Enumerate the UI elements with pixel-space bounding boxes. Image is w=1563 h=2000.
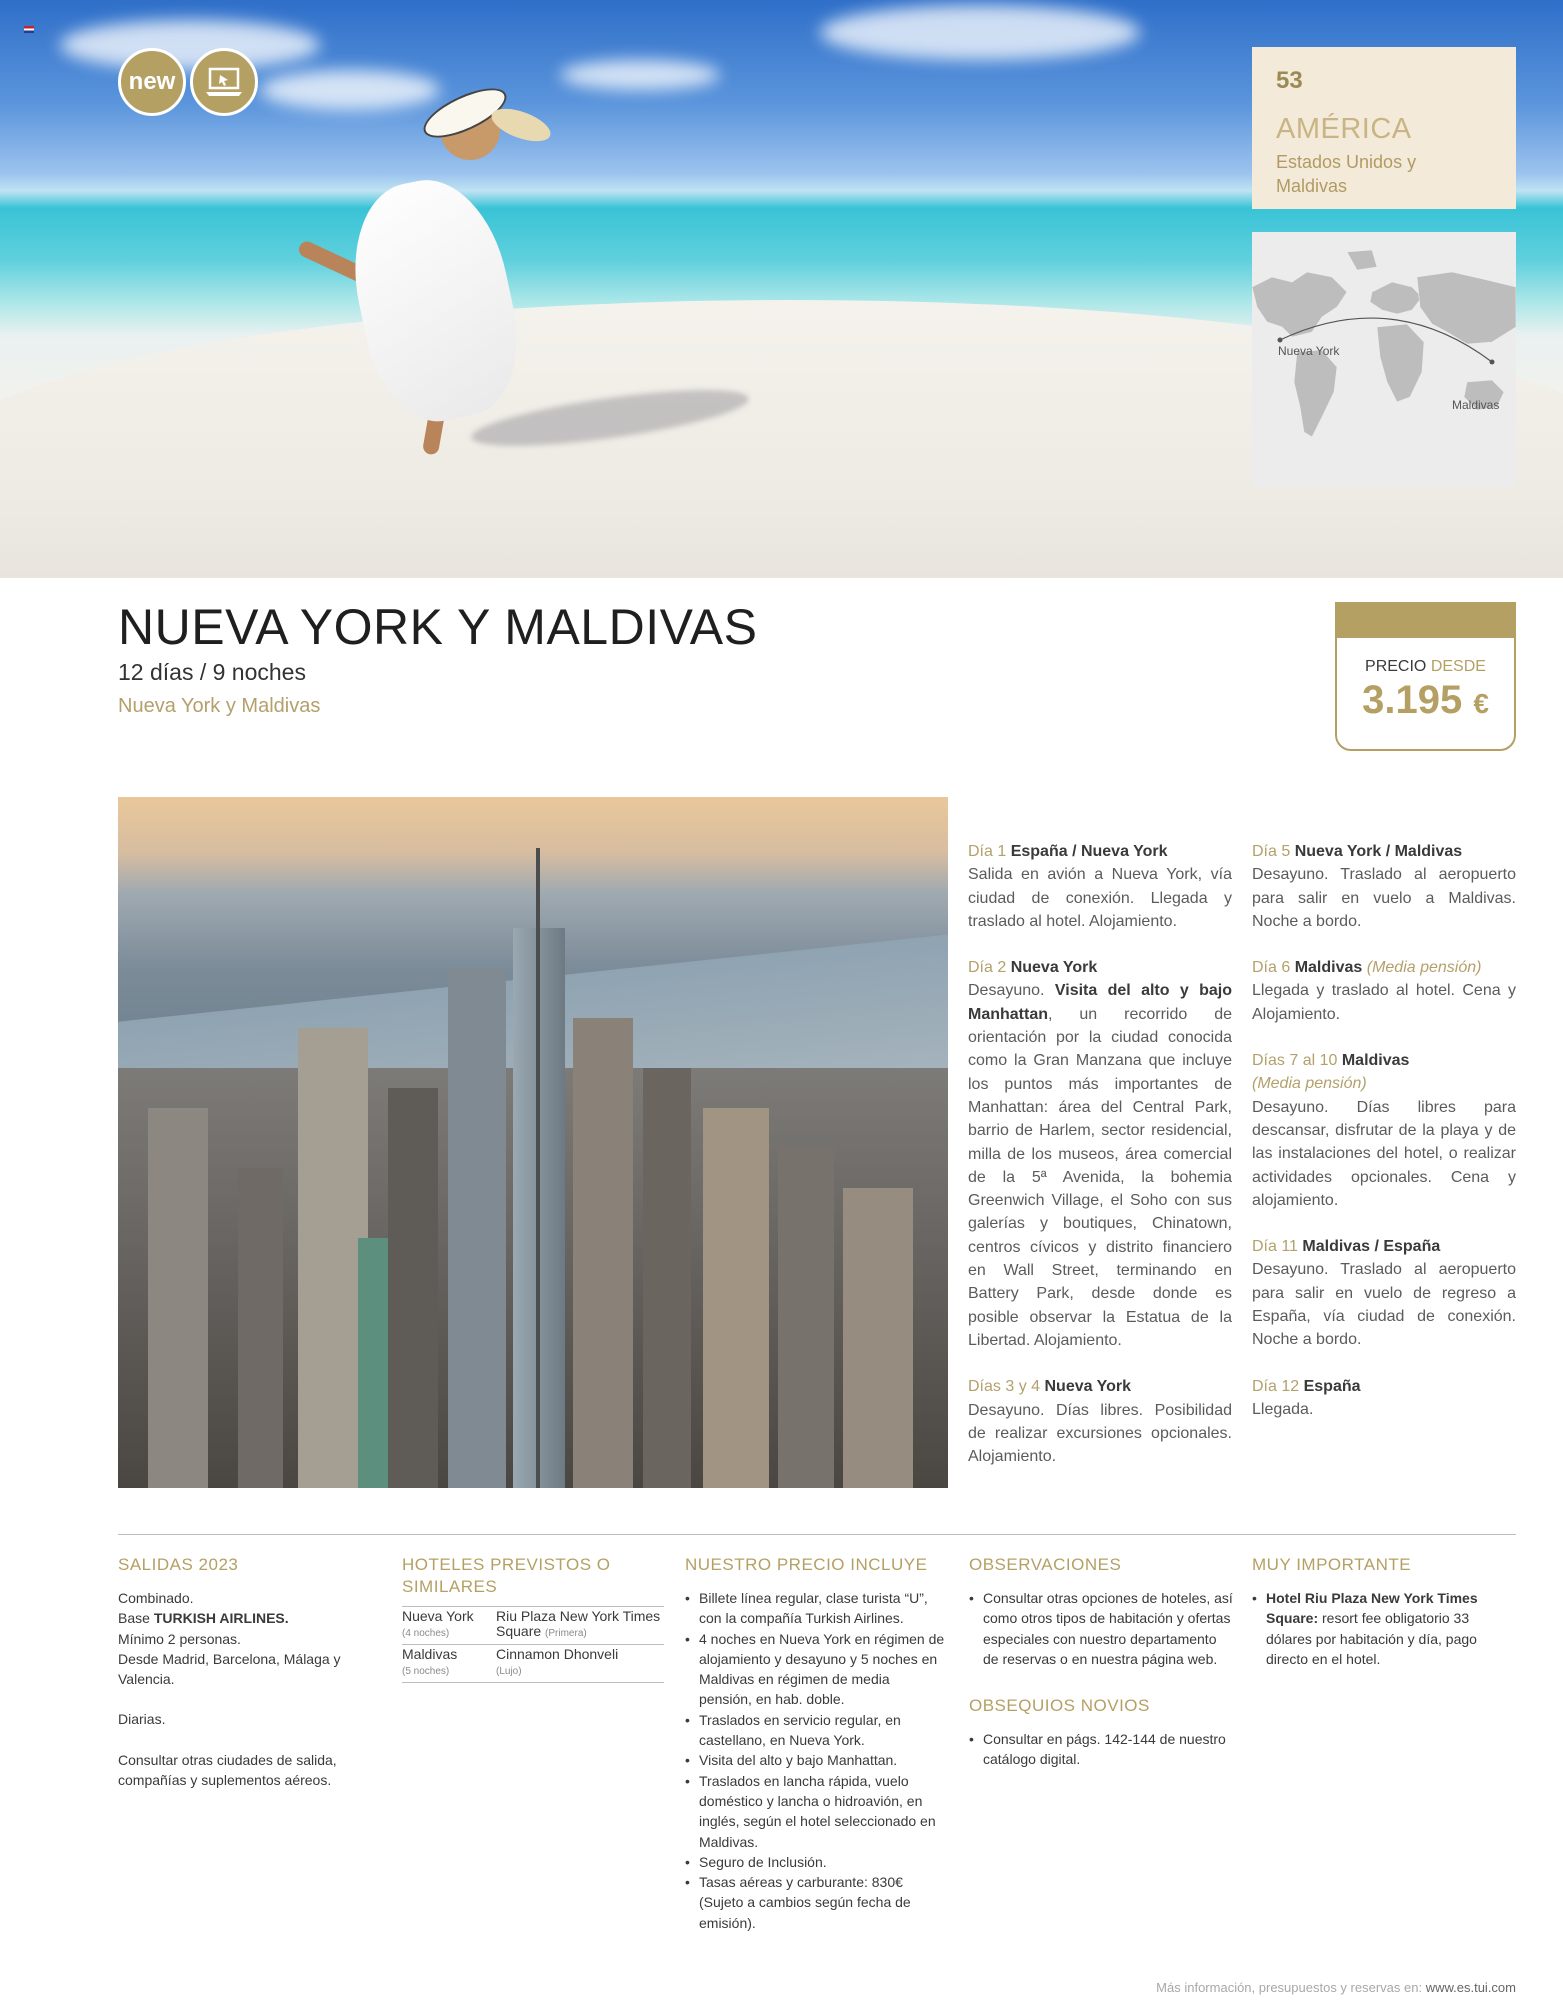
day-label: Día 11 <box>1252 1238 1298 1256</box>
importante-section <box>1252 1554 1516 1669</box>
list-item: • Billete línea regular, clase turista “U”, con la compañía Turkish Airlines. <box>685 1588 945 1629</box>
hotel-name: Cinnamon Dhonveli <box>496 1646 619 1662</box>
day-label: Día 5 <box>1252 843 1291 860</box>
building <box>573 1018 633 1488</box>
hotel-table <box>402 1606 664 1683</box>
hoteles-heading: HOTELES PREVISTOS O SIMILARES <box>402 1555 611 1596</box>
hotel-nights: (4 noches) <box>402 1628 450 1639</box>
region-title: AMÉRICA <box>1276 113 1412 145</box>
page-title: NUEVA YORK Y MALDIVAS <box>118 599 758 655</box>
list-item: • Consultar en págs. 142-144 de nuestro catálogo digital. <box>969 1729 1233 1770</box>
hotel-city: Maldivas <box>402 1646 458 1662</box>
importante-text: resort fee obligatorio 33 dólares por habitación y día, pago directo en el hotel. <box>1266 1610 1477 1667</box>
map-label-origin: Nueva York <box>1278 344 1340 358</box>
salidas-heading: SALIDAS 2023 <box>118 1555 239 1574</box>
list-item: • Traslados en lancha rápida, vuelo doméstico y lancha o hidroavión, en inglés, según el hotel seleccionado en Maldivas. <box>685 1771 945 1852</box>
building <box>148 1108 208 1488</box>
building <box>238 1168 283 1488</box>
hotel-category: (Primera) <box>545 1628 587 1639</box>
day-title: España / Nueva York <box>1010 843 1168 860</box>
list-item <box>1252 1588 1516 1669</box>
day-label: Día 12 <box>1252 1377 1300 1395</box>
building <box>388 1088 438 1488</box>
hoteles-section <box>402 1554 664 1683</box>
day-text-highlight: Visita del alto y bajo Manhattan <box>968 982 1233 1023</box>
day-title: Nueva York <box>1010 959 1098 977</box>
itinerary-day <box>1252 840 1516 933</box>
price-label <box>1337 658 1514 676</box>
itinerary-day <box>968 840 1232 933</box>
trip-duration: 12 días / 9 noches <box>118 659 306 685</box>
price-amount: 3.195 <box>1362 678 1463 722</box>
itinerary-day <box>1252 956 1516 1026</box>
price-box-header <box>1337 604 1514 638</box>
salidas-line: Desde Madrid, Barcelona, Málaga y Valencia. <box>118 1650 341 1688</box>
day-title: Maldivas / España <box>1302 1238 1441 1256</box>
building <box>703 1108 769 1488</box>
building <box>448 968 506 1488</box>
day-label: Día 6 <box>1252 959 1291 977</box>
day-text: Llegada y traslado al hotel. Cena y Alojamiento. <box>1252 982 1516 1023</box>
cloud <box>560 60 720 90</box>
new-badge <box>118 48 186 116</box>
table-row <box>402 1645 664 1683</box>
salidas-line: Consultar otras ciudades de salida, compañías y suplementos aéreos. <box>118 1751 337 1789</box>
trip-subtitle: Nueva York y Maldivas <box>118 695 321 717</box>
incluye-section <box>685 1554 945 1933</box>
salidas-line-text: Base <box>118 1610 154 1627</box>
new-badge-label: new <box>128 68 176 95</box>
salidas-section <box>118 1554 368 1790</box>
hotel-name: Riu Plaza New York Times Square <box>496 1608 661 1639</box>
list-item: • Tasas aéreas y carburante: 830€ (Sujeto a cambios según fecha de emisión). <box>685 1872 945 1933</box>
price-box <box>1335 602 1516 751</box>
itinerary-day <box>968 956 1232 1352</box>
day-text: Llegada. <box>1252 1400 1314 1418</box>
list-item: • Seguro de Inclusión. <box>685 1852 945 1872</box>
day-text: Desayuno. <box>968 982 1045 1000</box>
new-york-aerial-image <box>118 797 948 1488</box>
day-title: Maldivas <box>1294 959 1363 977</box>
salidas-line: Mínimo 2 personas. <box>118 1630 241 1647</box>
price-value <box>1337 678 1514 723</box>
footer-url[interactable]: www.es.tui.com <box>1425 1980 1516 1995</box>
day-text: Desayuno. Días libres para descansar, disfrutar de la playa y de las instalaciones del hotel, o realizar actividades opcionales. Cena y alojamiento. <box>1252 1098 1516 1209</box>
day-note: (Media pensión) <box>1252 1075 1367 1093</box>
obsequios-heading: OBSEQUIOS NOVIOS <box>969 1696 1150 1716</box>
list-item: • Consultar otras opciones de hoteles, así como otros tipos de habitación y ofertas especiales con nuestro departamento de reservas o en nuestra página web. <box>969 1588 1233 1669</box>
itinerary-day <box>968 1375 1232 1468</box>
building <box>643 1068 691 1488</box>
list-item: • Traslados en servicio regular, en castellano, en Nueva York. <box>685 1710 945 1751</box>
countries: Estados Unidos y Maldivas <box>1276 152 1417 196</box>
page-number: 53 <box>1276 67 1303 94</box>
hotel-nights: (5 noches) <box>402 1666 450 1677</box>
day-note: (Media pensión) <box>1366 959 1482 977</box>
observaciones-list <box>969 1588 1233 1669</box>
price-label-text: PRECIO <box>1365 658 1427 675</box>
world-map-icon <box>1252 232 1516 487</box>
cloud <box>820 5 1140 60</box>
observaciones-section <box>969 1554 1233 1770</box>
day-title: Nueva York <box>1044 1378 1132 1396</box>
salidas-airline: TURKISH AIRLINES. <box>153 1610 289 1627</box>
incluye-heading: NUESTRO PRECIO INCLUYE <box>685 1555 928 1574</box>
antenna <box>536 848 540 1488</box>
list-item: • Visita del alto y bajo Manhattan. <box>685 1750 945 1770</box>
price-currency: € <box>1473 688 1489 719</box>
itinerary-column-1 <box>968 840 1232 1491</box>
map-label-destination: Maldivas <box>1452 398 1500 412</box>
building <box>843 1188 913 1488</box>
importante-heading: MUY IMPORTANTE <box>1252 1555 1412 1574</box>
day-text: , un recorrido de orientación por la ciudad conocida como la Gran Manzana que incluye los puntos más importantes de Manhattan: área del Central Park, barrio de Harlem, sector residencial, milla de los museos, área comercial de la 5ª Avenida, la bohemia Greenwich Village, el Soho con sus galerías y boutiques, Chinatown, centros cívicos y distrito financiero en Wall Street, terminando en Battery Park, desde donde es posible observar la Estatua de la Libertad. Alojamiento. <box>968 1005 1232 1349</box>
day-text: Desayuno. Traslado al aeropuerto para salir en vuelo a Maldivas. Noche a bordo. <box>1252 866 1516 930</box>
importante-list <box>1252 1588 1516 1669</box>
importante-hotel: Hotel Riu Plaza New York Times Square: <box>1266 1590 1478 1627</box>
section-divider <box>118 1534 1516 1535</box>
day-text: Desayuno. Días libres. Posibilidad de realizar excursiones opcionales. Alojamiento. <box>968 1401 1232 1466</box>
destination-box <box>1252 47 1516 209</box>
observaciones-heading: OBSERVACIONES <box>969 1555 1122 1574</box>
day-label: Días 7 al 10 <box>1252 1052 1338 1070</box>
day-title: España <box>1303 1377 1361 1395</box>
incluye-list <box>685 1588 945 1933</box>
salidas-line <box>118 1608 368 1628</box>
itinerary-column-2 <box>1252 840 1516 1444</box>
footer-note <box>1156 1980 1516 1995</box>
hotel-category: (Lujo) <box>496 1666 522 1677</box>
list-item: • 4 noches en Nueva York en régimen de alojamiento y desayuno y 5 noches en Maldivas en régimen de media pensión, en hab. doble. <box>685 1629 945 1710</box>
salidas-line: Combinado. <box>118 1590 194 1606</box>
itinerary-day <box>1252 1235 1516 1351</box>
price-label-desde: DESDE <box>1430 658 1486 675</box>
day-text: Salida en avión a Nueva York, vía ciudad de conexión. Llegada y traslado al hotel. Alojamiento. <box>968 866 1232 930</box>
world-map <box>1252 232 1516 487</box>
day-title: Nueva York / Maldivas <box>1294 843 1463 860</box>
itinerary-day <box>1252 1049 1516 1212</box>
cloud <box>60 20 320 70</box>
spain-flag-icon <box>24 26 34 33</box>
obsequios-list <box>969 1729 1233 1770</box>
cloud <box>260 70 440 110</box>
building <box>358 1238 388 1488</box>
footer-text: Más información, presupuestos y reservas en: <box>1156 1980 1426 1995</box>
day-title: Maldivas <box>1341 1052 1410 1070</box>
hotel-city: Nueva York <box>402 1608 474 1624</box>
laptop-icon <box>190 48 258 116</box>
day-text: Desayuno. Traslado al aeropuerto para salir en vuelo de regreso a España, vía ciudad de conexión. Noche a bordo. <box>1252 1261 1516 1349</box>
itinerary-day <box>1252 1375 1516 1422</box>
day-label: Día 1 <box>968 843 1007 860</box>
table-row <box>402 1607 664 1645</box>
building <box>778 1148 834 1488</box>
day-label: Días 3 y 4 <box>968 1378 1041 1396</box>
salidas-line: Diarias. <box>118 1711 166 1728</box>
day-label: Día 2 <box>968 959 1007 977</box>
